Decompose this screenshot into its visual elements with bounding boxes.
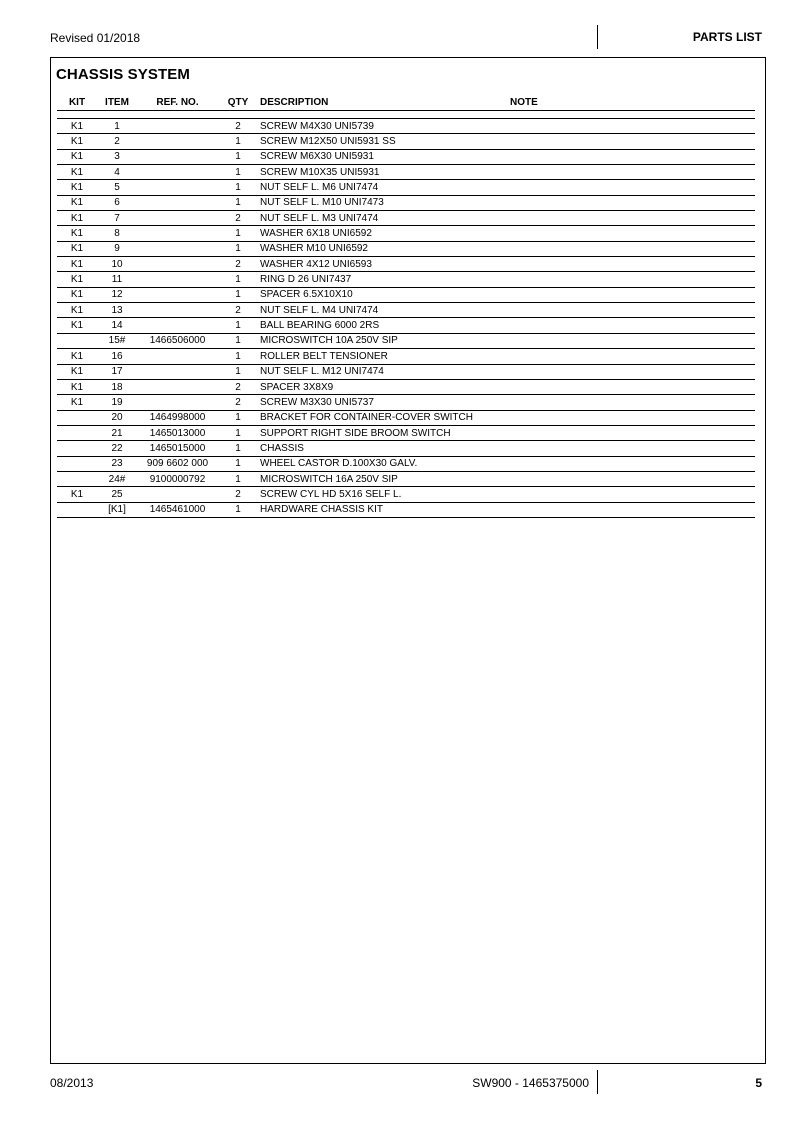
table-row bbox=[57, 487, 755, 502]
cell-item: 22 bbox=[97, 441, 137, 456]
cell-item: 4 bbox=[97, 165, 137, 180]
cell-note bbox=[510, 333, 755, 348]
cell-item: 11 bbox=[97, 272, 137, 287]
table-row bbox=[57, 364, 755, 379]
cell-note bbox=[510, 364, 755, 379]
cell-ref-no bbox=[137, 241, 218, 256]
cell-note bbox=[510, 410, 755, 425]
cell-item: 7 bbox=[97, 211, 137, 226]
table-spacer-row bbox=[57, 111, 755, 119]
cell-ref-no bbox=[137, 149, 218, 164]
cell-note bbox=[510, 456, 755, 471]
cell-item: 25 bbox=[97, 487, 137, 502]
cell-description: BALL BEARING 6000 2RS bbox=[258, 318, 510, 333]
table-row bbox=[57, 333, 755, 348]
cell-qty: 2 bbox=[218, 487, 258, 502]
table-row bbox=[57, 272, 755, 287]
cell-kit bbox=[57, 456, 97, 471]
cell-qty: 1 bbox=[218, 425, 258, 440]
cell-ref-no bbox=[137, 180, 218, 195]
cell-description: WASHER M10 UNI6592 bbox=[258, 241, 510, 256]
cell-kit: K1 bbox=[57, 379, 97, 394]
cell-item: 20 bbox=[97, 410, 137, 425]
cell-ref-no: 1465013000 bbox=[137, 425, 218, 440]
column-header-qty: QTY bbox=[218, 94, 258, 111]
parts-table bbox=[57, 94, 755, 518]
cell-ref-no bbox=[137, 395, 218, 410]
cell-ref-no: 1465015000 bbox=[137, 441, 218, 456]
table-row bbox=[57, 180, 755, 195]
cell-item: 12 bbox=[97, 287, 137, 302]
cell-qty: 2 bbox=[218, 395, 258, 410]
cell-qty: 1 bbox=[218, 241, 258, 256]
cell-note bbox=[510, 180, 755, 195]
cell-kit: K1 bbox=[57, 487, 97, 502]
cell-description: HARDWARE CHASSIS KIT bbox=[258, 502, 510, 517]
cell-qty: 1 bbox=[218, 502, 258, 517]
cell-item: 24# bbox=[97, 471, 137, 486]
cell-kit: K1 bbox=[57, 395, 97, 410]
cell-kit: K1 bbox=[57, 195, 97, 210]
cell-ref-no bbox=[137, 349, 218, 364]
cell-note bbox=[510, 226, 755, 241]
revision-date: Revised 01/2018 bbox=[50, 31, 141, 45]
cell-qty: 1 bbox=[218, 134, 258, 149]
section-title: CHASSIS SYSTEM bbox=[56, 66, 190, 83]
footer-divider bbox=[597, 1070, 598, 1094]
cell-kit bbox=[57, 410, 97, 425]
page-number: 5 bbox=[755, 1076, 762, 1090]
cell-qty: 1 bbox=[218, 272, 258, 287]
cell-qty: 1 bbox=[218, 349, 258, 364]
cell-description: SCREW M10X35 UNI5931 bbox=[258, 165, 510, 180]
cell-note bbox=[510, 165, 755, 180]
cell-item: 13 bbox=[97, 303, 137, 318]
cell-qty: 1 bbox=[218, 287, 258, 302]
cell-item: 2 bbox=[97, 134, 137, 149]
cell-item: 14 bbox=[97, 318, 137, 333]
table-row bbox=[57, 211, 755, 226]
cell-note bbox=[510, 134, 755, 149]
cell-ref-no bbox=[137, 303, 218, 318]
cell-description: NUT SELF L. M12 UNI7474 bbox=[258, 364, 510, 379]
cell-ref-no bbox=[137, 165, 218, 180]
cell-kit bbox=[57, 441, 97, 456]
cell-note bbox=[510, 195, 755, 210]
cell-note bbox=[510, 502, 755, 517]
column-header-kit: KIT bbox=[57, 94, 97, 111]
table-row bbox=[57, 456, 755, 471]
table-row bbox=[57, 165, 755, 180]
table-row bbox=[57, 226, 755, 241]
cell-note bbox=[510, 379, 755, 394]
cell-note bbox=[510, 272, 755, 287]
cell-item: 9 bbox=[97, 241, 137, 256]
cell-kit: K1 bbox=[57, 149, 97, 164]
cell-description: WASHER 4X12 UNI6593 bbox=[258, 257, 510, 272]
cell-ref-no bbox=[137, 364, 218, 379]
cell-qty: 1 bbox=[218, 180, 258, 195]
cell-note bbox=[510, 241, 755, 256]
cell-ref-no bbox=[137, 287, 218, 302]
cell-description: BRACKET FOR CONTAINER-COVER SWITCH bbox=[258, 410, 510, 425]
cell-item: 10 bbox=[97, 257, 137, 272]
cell-description: WHEEL CASTOR D.100X30 GALV. bbox=[258, 456, 510, 471]
cell-kit: K1 bbox=[57, 364, 97, 379]
cell-note bbox=[510, 395, 755, 410]
cell-description: NUT SELF L. M6 UNI7474 bbox=[258, 180, 510, 195]
table-row bbox=[57, 119, 755, 134]
cell-description: WASHER 6X18 UNI6592 bbox=[258, 226, 510, 241]
table-row bbox=[57, 502, 755, 517]
cell-description: SUPPORT RIGHT SIDE BROOM SWITCH bbox=[258, 425, 510, 440]
cell-qty: 1 bbox=[218, 226, 258, 241]
column-header-description: DESCRIPTION bbox=[258, 94, 510, 111]
table-row bbox=[57, 303, 755, 318]
cell-note bbox=[510, 487, 755, 502]
cell-description: MICROSWITCH 16A 250V SIP bbox=[258, 471, 510, 486]
cell-note bbox=[510, 441, 755, 456]
cell-ref-no: 9100000792 bbox=[137, 471, 218, 486]
cell-description: ROLLER BELT TENSIONER bbox=[258, 349, 510, 364]
cell-description: SCREW M3X30 UNI5737 bbox=[258, 395, 510, 410]
cell-item: 16 bbox=[97, 349, 137, 364]
cell-description: SCREW M4X30 UNI5739 bbox=[258, 119, 510, 134]
cell-kit bbox=[57, 502, 97, 517]
cell-kit: K1 bbox=[57, 272, 97, 287]
cell-item: 19 bbox=[97, 395, 137, 410]
table-row bbox=[57, 195, 755, 210]
cell-item: 8 bbox=[97, 226, 137, 241]
table-row bbox=[57, 318, 755, 333]
cell-kit bbox=[57, 333, 97, 348]
cell-qty: 1 bbox=[218, 149, 258, 164]
cell-kit: K1 bbox=[57, 303, 97, 318]
cell-kit bbox=[57, 471, 97, 486]
cell-kit: K1 bbox=[57, 180, 97, 195]
table-row bbox=[57, 349, 755, 364]
cell-ref-no: 1464998000 bbox=[137, 410, 218, 425]
cell-kit: K1 bbox=[57, 211, 97, 226]
parts-table-body bbox=[57, 111, 755, 518]
cell-note bbox=[510, 318, 755, 333]
cell-description: SPACER 3X8X9 bbox=[258, 379, 510, 394]
cell-qty: 2 bbox=[218, 303, 258, 318]
cell-description: NUT SELF L. M3 UNI7474 bbox=[258, 211, 510, 226]
header-divider bbox=[597, 25, 598, 49]
cell-kit: K1 bbox=[57, 165, 97, 180]
footer-date: 08/2013 bbox=[50, 1076, 94, 1090]
cell-kit: K1 bbox=[57, 226, 97, 241]
cell-qty: 1 bbox=[218, 333, 258, 348]
cell-ref-no bbox=[137, 134, 218, 149]
cell-note bbox=[510, 303, 755, 318]
cell-description: CHASSIS bbox=[258, 441, 510, 456]
cell-note bbox=[510, 257, 755, 272]
cell-note bbox=[510, 287, 755, 302]
cell-note bbox=[510, 119, 755, 134]
cell-item: 1 bbox=[97, 119, 137, 134]
cell-description: SCREW M12X50 UNI5931 SS bbox=[258, 134, 510, 149]
cell-ref-no bbox=[137, 487, 218, 502]
cell-ref-no: 1466506000 bbox=[137, 333, 218, 348]
cell-ref-no: 909 6602 000 bbox=[137, 456, 218, 471]
cell-qty: 1 bbox=[218, 456, 258, 471]
cell-ref-no bbox=[137, 195, 218, 210]
cell-qty: 2 bbox=[218, 119, 258, 134]
cell-item: 23 bbox=[97, 456, 137, 471]
cell-kit: K1 bbox=[57, 241, 97, 256]
cell-ref-no bbox=[137, 379, 218, 394]
table-row bbox=[57, 287, 755, 302]
cell-qty: 1 bbox=[218, 410, 258, 425]
cell-description: MICROSWITCH 10A 250V SIP bbox=[258, 333, 510, 348]
cell-note bbox=[510, 349, 755, 364]
cell-ref-no bbox=[137, 226, 218, 241]
table-row bbox=[57, 471, 755, 486]
cell-item: 3 bbox=[97, 149, 137, 164]
cell-qty: 1 bbox=[218, 441, 258, 456]
table-row bbox=[57, 425, 755, 440]
cell-ref-no bbox=[137, 119, 218, 134]
cell-note bbox=[510, 425, 755, 440]
cell-kit: K1 bbox=[57, 134, 97, 149]
table-row bbox=[57, 241, 755, 256]
cell-description: SCREW CYL HD 5X16 SELF L. bbox=[258, 487, 510, 502]
cell-note bbox=[510, 149, 755, 164]
cell-description: SCREW M6X30 UNI5931 bbox=[258, 149, 510, 164]
footer-model: SW900 - 1465375000 bbox=[472, 1076, 589, 1090]
cell-qty: 1 bbox=[218, 318, 258, 333]
cell-ref-no bbox=[137, 318, 218, 333]
cell-kit: K1 bbox=[57, 257, 97, 272]
cell-qty: 2 bbox=[218, 379, 258, 394]
cell-item: [K1] bbox=[97, 502, 137, 517]
table-row bbox=[57, 410, 755, 425]
cell-kit: K1 bbox=[57, 318, 97, 333]
column-header-note: NOTE bbox=[510, 94, 755, 111]
cell-description: RING D 26 UNI7437 bbox=[258, 272, 510, 287]
cell-qty: 1 bbox=[218, 471, 258, 486]
cell-kit: K1 bbox=[57, 349, 97, 364]
table-header-row bbox=[57, 94, 755, 111]
cell-item: 6 bbox=[97, 195, 137, 210]
cell-description: NUT SELF L. M10 UNI7473 bbox=[258, 195, 510, 210]
cell-item: 18 bbox=[97, 379, 137, 394]
table-row bbox=[57, 441, 755, 456]
cell-ref-no bbox=[137, 272, 218, 287]
table-row bbox=[57, 149, 755, 164]
cell-kit: K1 bbox=[57, 287, 97, 302]
table-row bbox=[57, 395, 755, 410]
cell-ref-no bbox=[137, 211, 218, 226]
cell-qty: 2 bbox=[218, 211, 258, 226]
cell-item: 21 bbox=[97, 425, 137, 440]
cell-note bbox=[510, 211, 755, 226]
cell-note bbox=[510, 471, 755, 486]
cell-qty: 1 bbox=[218, 195, 258, 210]
cell-item: 15# bbox=[97, 333, 137, 348]
cell-ref-no bbox=[137, 257, 218, 272]
table-row bbox=[57, 379, 755, 394]
cell-ref-no: 1465461000 bbox=[137, 502, 218, 517]
document-type: PARTS LIST bbox=[692, 30, 762, 44]
cell-description: NUT SELF L. M4 UNI7474 bbox=[258, 303, 510, 318]
cell-item: 17 bbox=[97, 364, 137, 379]
cell-kit: K1 bbox=[57, 119, 97, 134]
table-row bbox=[57, 134, 755, 149]
table-row bbox=[57, 257, 755, 272]
cell-kit bbox=[57, 425, 97, 440]
cell-qty: 2 bbox=[218, 257, 258, 272]
cell-item: 5 bbox=[97, 180, 137, 195]
cell-qty: 1 bbox=[218, 364, 258, 379]
column-header-ref-no: REF. NO. bbox=[137, 94, 218, 111]
cell-description: SPACER 6.5X10X10 bbox=[258, 287, 510, 302]
cell-qty: 1 bbox=[218, 165, 258, 180]
column-header-item: ITEM bbox=[97, 94, 137, 111]
